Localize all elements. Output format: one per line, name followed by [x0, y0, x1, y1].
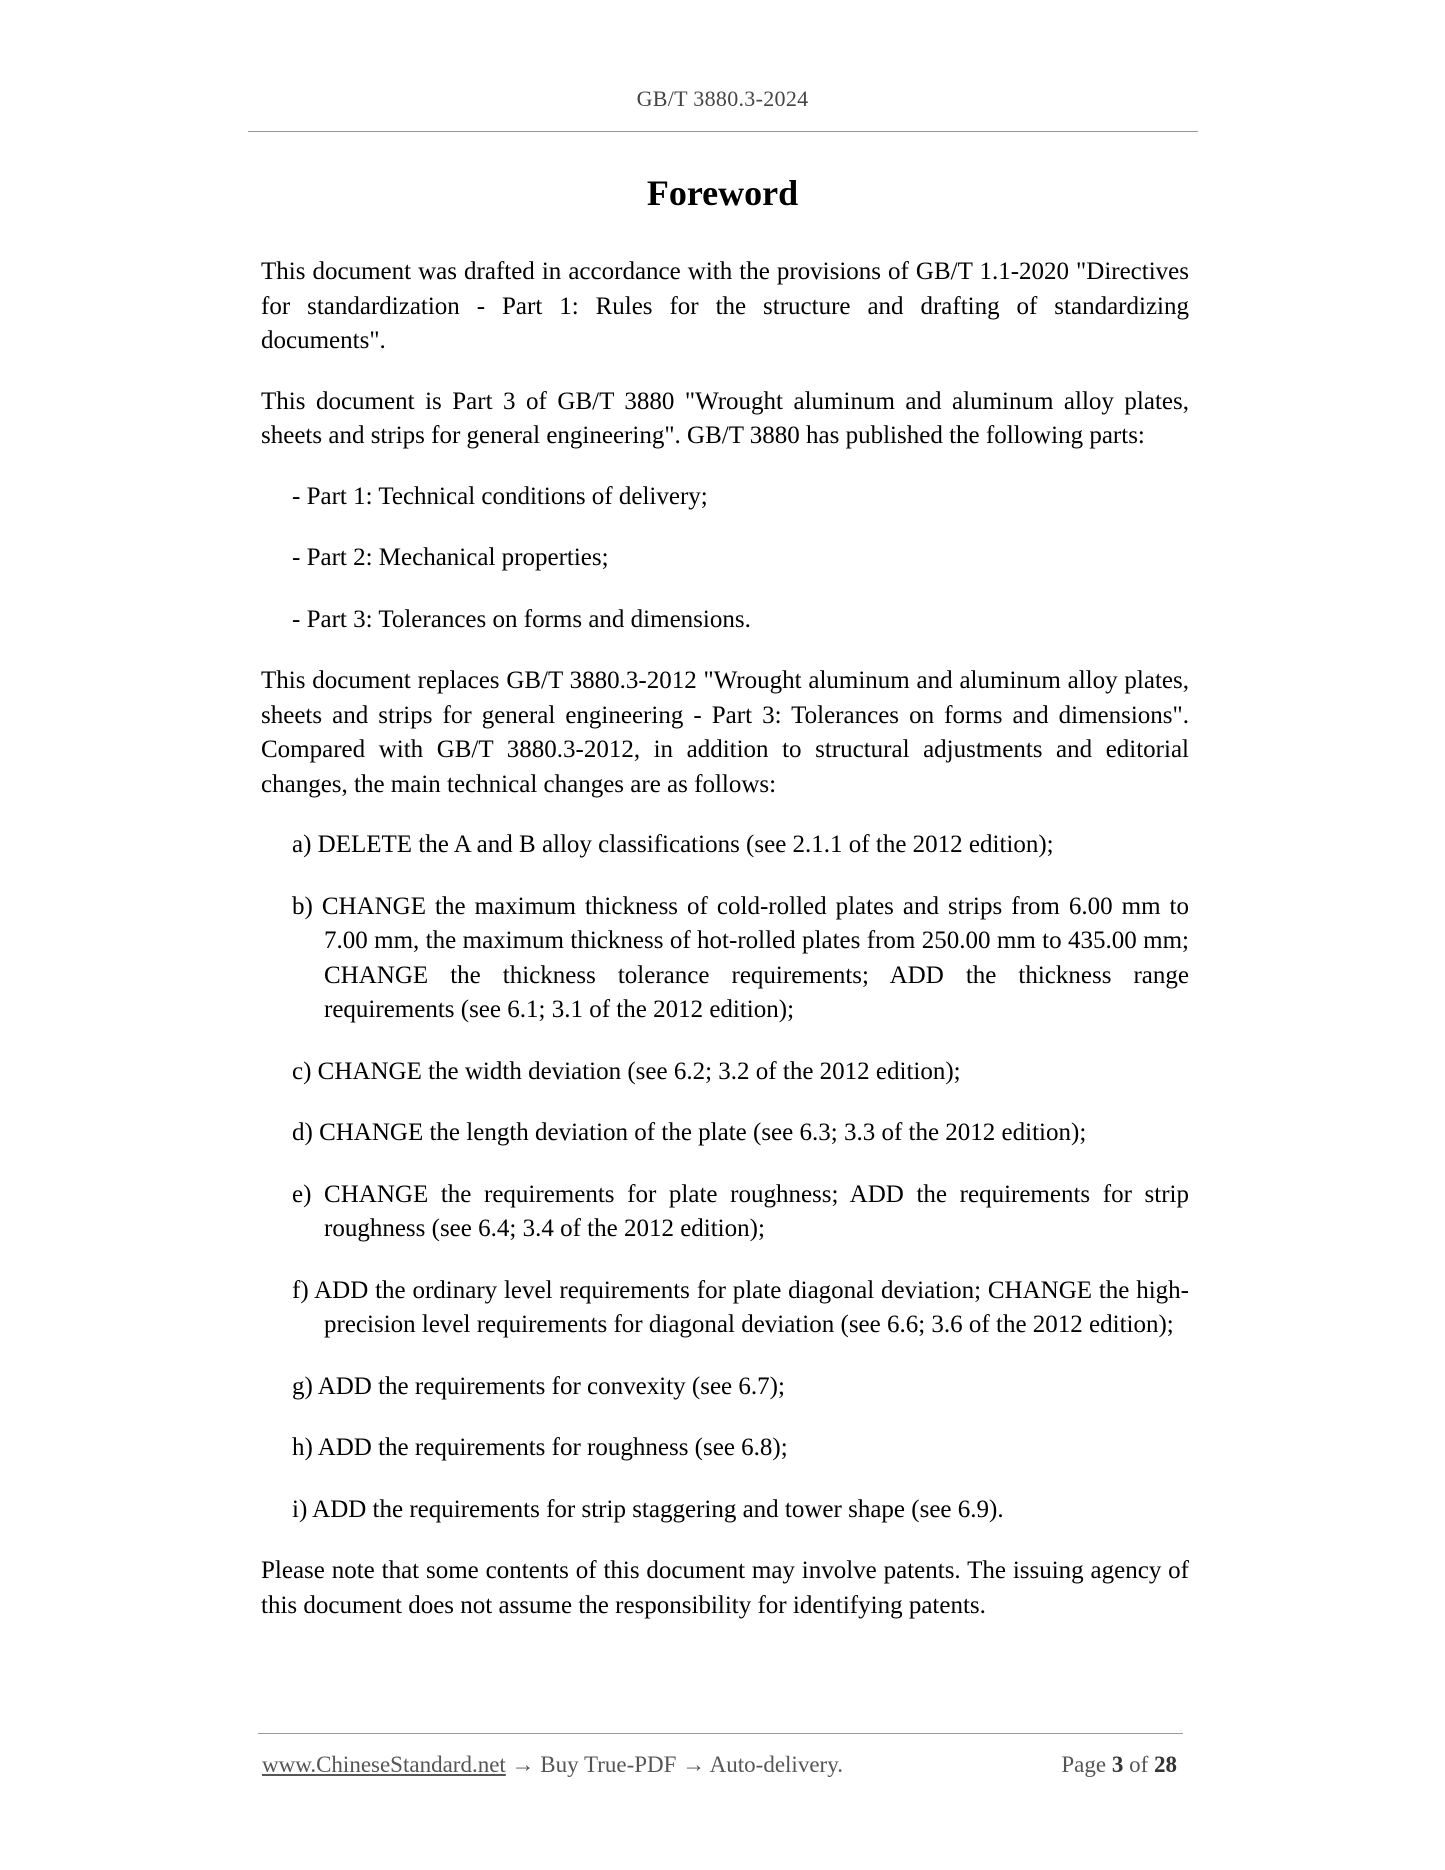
change-item-h: h) ADD the requirements for roughness (see 6.8);: [292, 1434, 788, 1461]
document-body: [261, 255, 1189, 1649]
header-divider: [248, 131, 1198, 132]
change-item-g: g) ADD the requirements for convexity (see 6.7);: [292, 1372, 785, 1400]
list-item-part-1: - Part 1: Technical conditions of delivery;: [292, 482, 708, 510]
parts-paragraph: This document is Part 3 of GB/T 3880 "Wrought aluminum and aluminum alloy plates, sheets and strips for general engineering". GB/T 3880 has published the following parts:: [261, 387, 1189, 449]
auto-delivery-text: Auto-delivery.: [709, 1752, 843, 1777]
of-label: of: [1129, 1752, 1149, 1777]
change-item-f: f) ADD the ordinary level requirements for plate diagonal deviation; CHANGE the high-precision level requirements for diagonal deviation (see 6.6; 3.6 of the 2012 edition);: [292, 1276, 1189, 1338]
change-item-a: a) DELETE the A and B alloy classifications (see 2.1.1 of the 2012 edition);: [292, 831, 1054, 858]
footer-promo: [262, 1752, 843, 1778]
replacement-paragraph: This document replaces GB/T 3880.3-2012 "Wrought aluminum and aluminum alloy plates, sheets and strips for general engineering - Part 3: Tolerances on forms and dimensions". Compared with GB/T 3880.3-2012, in addition to structural adjustments and editorial changes, the main technical changes are as follows:: [261, 667, 1189, 798]
intro-paragraph: This document was drafted in accordance with the provisions of GB/T 1.1-2020 "Directives for standardization - Part 1: Rules for the structure and drafting of standardizing documents".: [261, 258, 1189, 354]
list-item-part-3: - Part 3: Tolerances on forms and dimensions.: [292, 605, 751, 633]
page-number: 3: [1111, 1752, 1124, 1777]
footer-divider: [258, 1733, 1183, 1734]
change-item-d: d) CHANGE the length deviation of the plate (see 6.3; 3.3 of the 2012 edition);: [292, 1119, 1087, 1146]
arrow-right-icon: →: [682, 1752, 706, 1777]
page-title: Foreword: [646, 173, 799, 213]
page-label: Page: [1061, 1752, 1107, 1777]
change-item-c: c) CHANGE the width deviation (see 6.2; 3.2 of the 2012 edition);: [292, 1057, 961, 1085]
change-item-i: i) ADD the requirements for strip staggering and tower shape (see 6.9).: [292, 1495, 1004, 1523]
patent-notice: Please note that some contents of this document may involve patents. The issuing agency of this document does not assume the responsibility for identifying patents.: [261, 1557, 1189, 1619]
list-item-part-2: - Part 2: Mechanical properties;: [292, 544, 609, 571]
website-link[interactable]: www.ChineseStandard.net: [262, 1752, 506, 1777]
change-item-b: b) CHANGE the maximum thickness of cold-rolled plates and strips from 6.00 mm to 7.00 mm, the maximum thickness of hot-rolled plates from 250.00 mm to 435.00 mm; CHANGE the thickness tolerance requirements; ADD the thickness range requirements (see 6.1; 3.1 of the 2012 edition);: [292, 892, 1189, 1023]
buy-pdf-text: Buy True-PDF: [540, 1752, 677, 1777]
arrow-right-icon: →: [511, 1752, 535, 1777]
change-item-e: e) CHANGE the requirements for plate roughness; ADD the requirements for strip roughness (see 6.4; 3.4 of the 2012 edition);: [292, 1180, 1189, 1242]
page-indicator: [1061, 1752, 1177, 1778]
page-total: 28: [1154, 1752, 1177, 1777]
running-header: GB/T 3880.3-2024: [636, 86, 809, 111]
